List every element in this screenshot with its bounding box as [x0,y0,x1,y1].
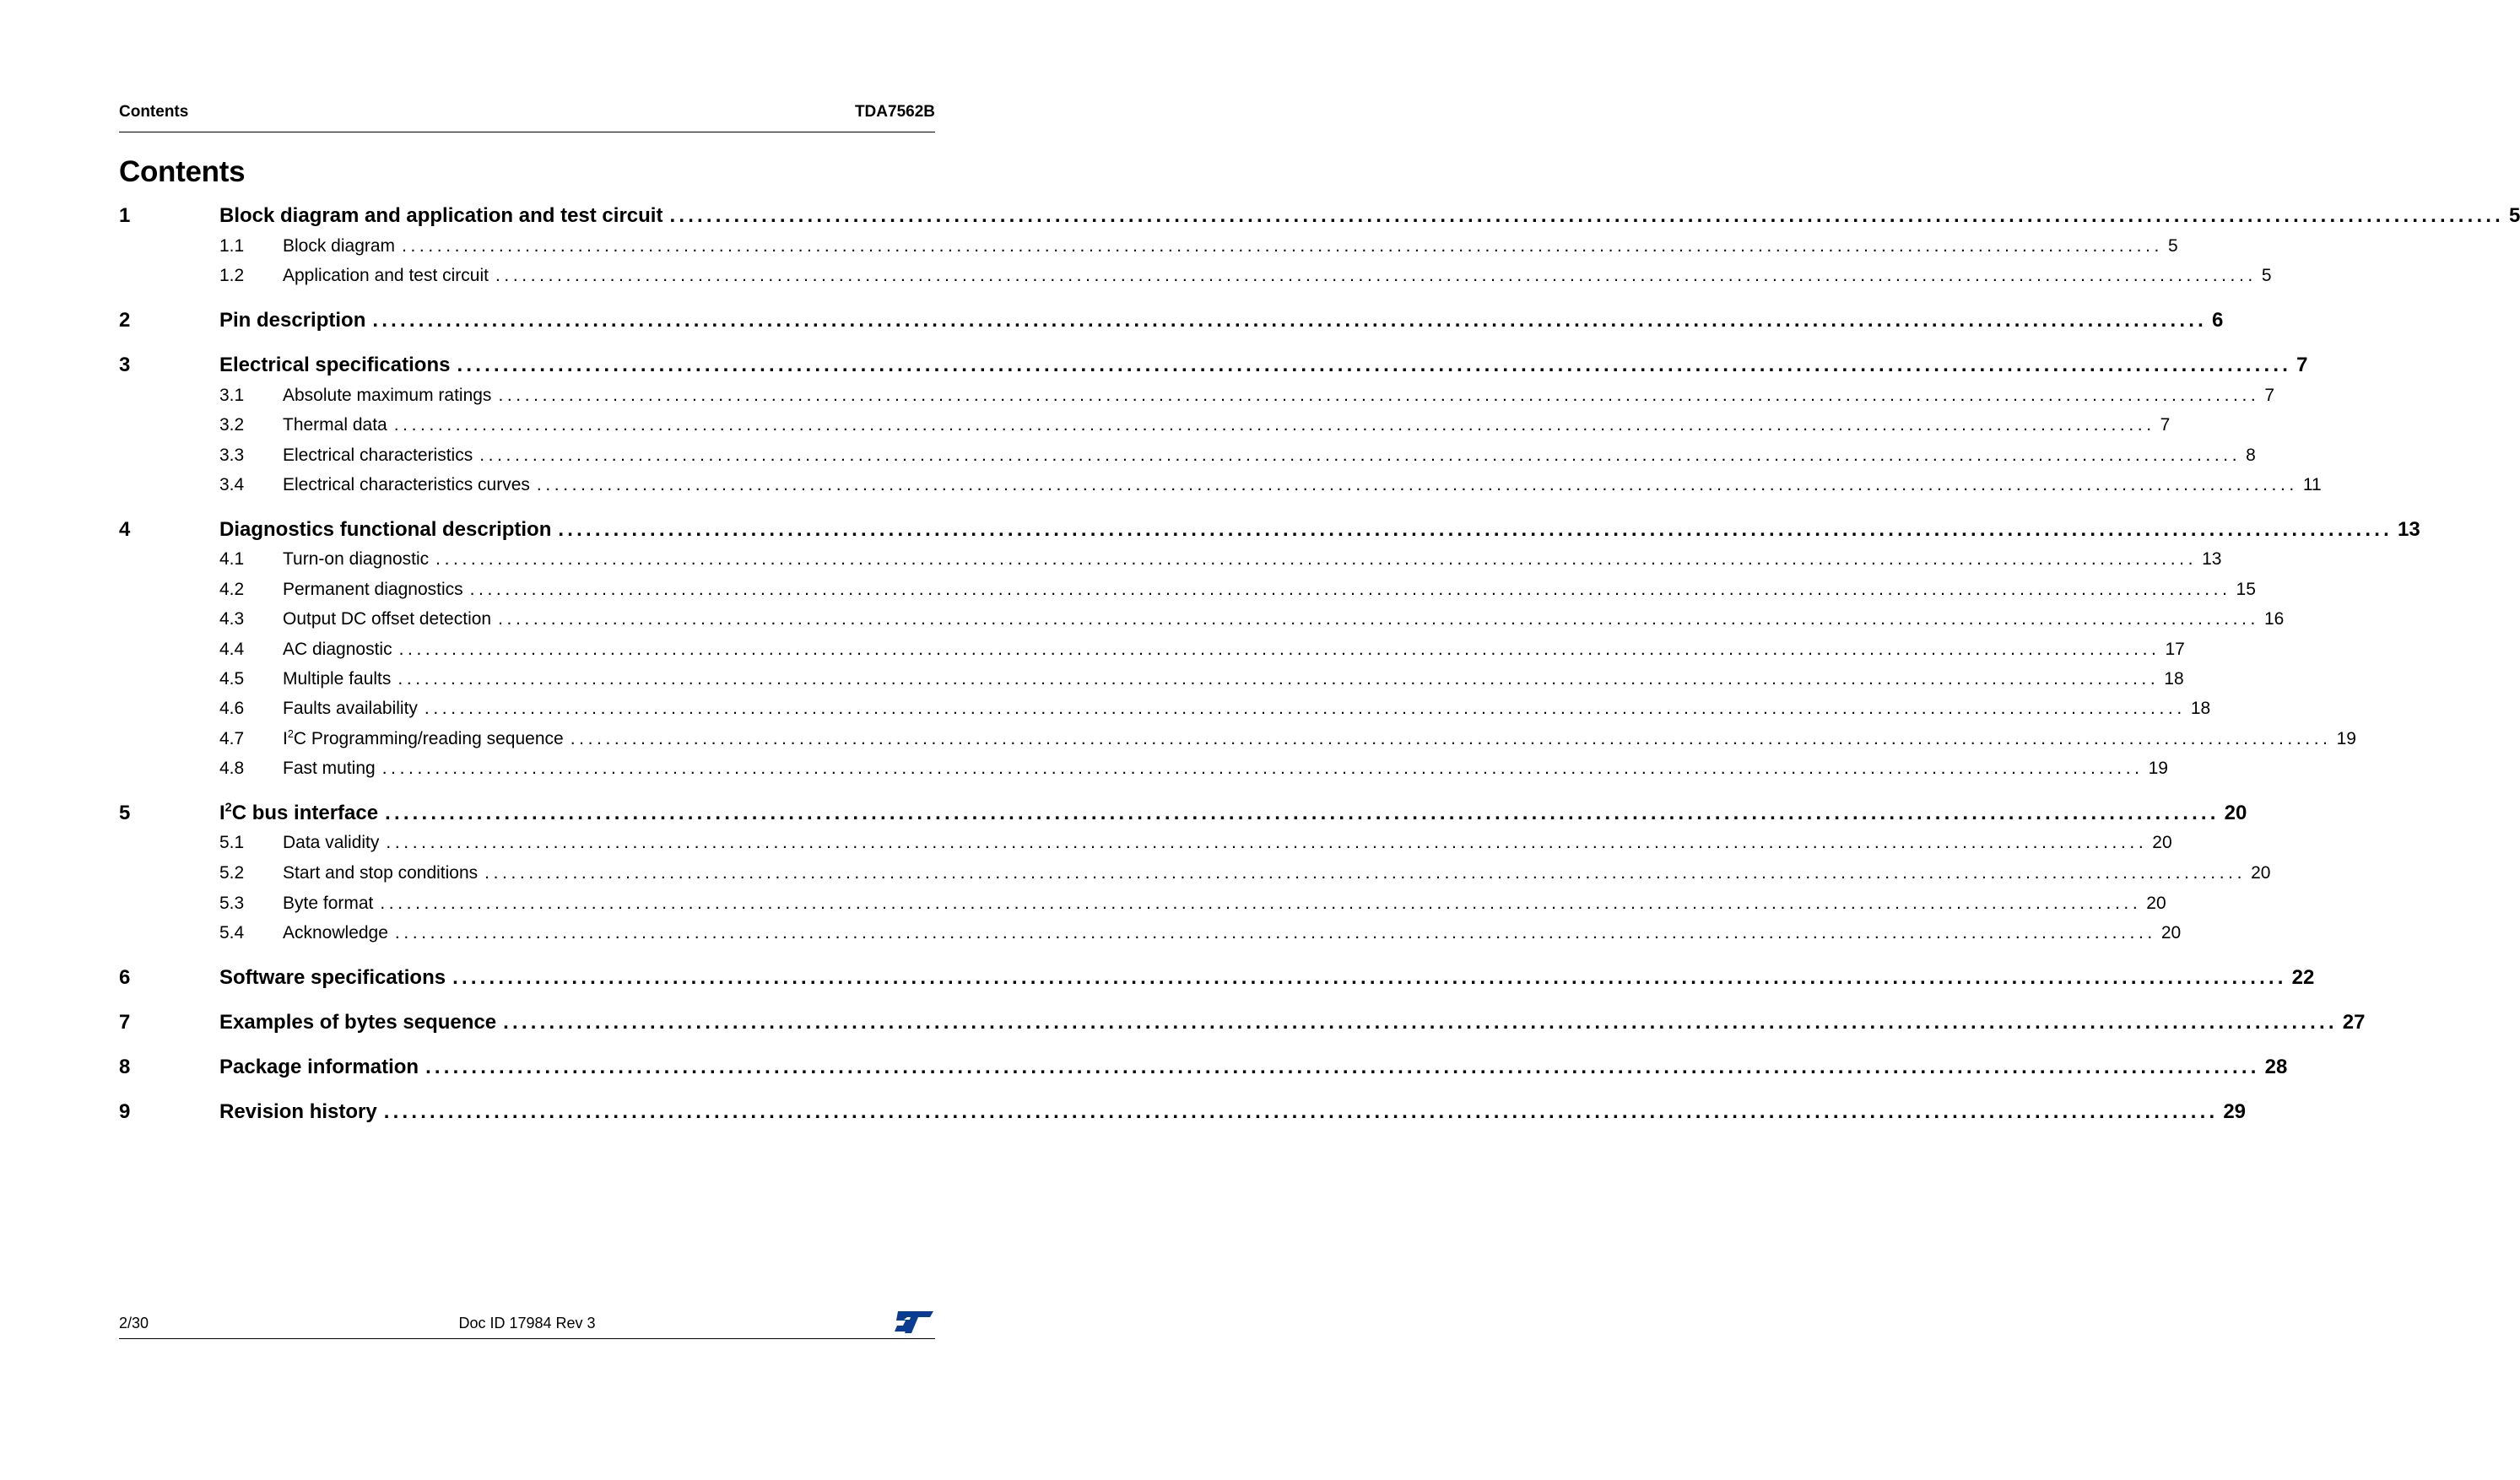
toc-section-entry[interactable] [119,609,2285,629]
toc-entry-number: 5.2 [219,863,245,883]
toc-chapter-entry[interactable] [119,204,2520,228]
toc-entry-page-number: 5 [2167,236,2178,256]
toc-entry-page-number: 6 [2211,309,2224,332]
toc-section-entry[interactable] [119,386,2275,406]
footer-doc-id: Doc ID 17984 Rev 3 [458,1315,596,1331]
toc-dot-leader: ........................................................................................................................................................................................................ [394,923,2156,943]
toc-dot-leader: ........................................................................................................................................................................................................ [498,609,2259,629]
toc-section-entry[interactable] [119,727,2356,749]
toc-section-entry[interactable] [119,894,2166,914]
toc-entry-number: 4.6 [219,699,245,718]
toc-entry-page-number: 16 [2264,609,2285,629]
toc-entry-page-number: 20 [2224,802,2247,824]
toc-dot-leader: ........................................................................................................................................................................................................ [457,354,2292,376]
toc-entry-number: 4.7 [219,729,245,748]
page-footer [119,1310,935,1339]
toc-entry-title-text: Pin description [219,309,366,332]
toc-entry-page-number: 5 [2261,266,2272,285]
toc-entry-title [283,580,470,600]
toc-entry-title-text: Permanent diagnostics [283,580,463,599]
toc-entry-page-number: 5 [2509,204,2520,227]
toc-entry-title-text: I [219,802,225,824]
toc-entry-title [283,475,537,495]
toc-dot-leader: ........................................................................................................................................................................................................ [536,475,2298,494]
st-logo-icon [893,1310,935,1335]
toc-entry-page-number: 28 [2264,1056,2288,1078]
toc-section-entry[interactable] [119,669,2184,689]
toc-entry-title [283,833,386,853]
toc-entry-title [219,204,669,228]
toc-dot-leader: ........................................................................................................................................................................................................ [495,266,2257,285]
toc-entry-title [283,729,571,749]
toc-section-entry[interactable] [119,446,2256,466]
toc-entry-title-rest: C bus interface [231,802,379,824]
toc-entry-number: 6 [119,966,131,989]
toc-entry-number: 3 [119,354,131,376]
toc-entry-title [283,446,479,466]
footer-page-number: 2/30 [119,1315,149,1331]
toc-section-entry[interactable] [119,415,2171,435]
toc-entry-title-text: Examples of bytes sequence [219,1011,497,1034]
toc-chapter-entry[interactable] [119,354,2308,377]
toc-entry-number: 5 [119,802,131,824]
toc-entry-number: 3.4 [219,475,245,494]
toc-entry-number: 7 [119,1011,131,1034]
toc-entry-page-number: 7 [2296,354,2308,376]
toc-section-entry[interactable] [119,266,2272,286]
toc-entry-page-number: 15 [2236,580,2256,599]
toc-dot-leader: ........................................................................................................................................................................................................ [402,236,2163,256]
toc-entry-number: 8 [119,1056,131,1078]
toc-entry-title-rest: C Programming/reading sequence [293,729,564,748]
toc-entry-number: 1 [119,204,131,227]
toc-entry-number: 2 [119,309,131,332]
toc-entry-title-text: Block diagram [283,236,396,256]
toc-entry-title [219,354,457,377]
toc-entry-title-text: Fast muting [283,759,376,778]
toc-entry-title [283,640,399,660]
toc-entry-title-text: Acknowledge [283,923,388,943]
toc-entry-title [283,669,397,689]
toc-entry-title-text: Multiple faults [283,669,392,689]
toc-dot-leader: ........................................................................................................................................................................................................ [372,309,2207,332]
page-title: Contents [119,155,246,188]
toc-section-entry[interactable] [119,759,2168,779]
toc-entry-title [283,759,382,779]
toc-dot-leader: ........................................................................................................................................................................................................ [469,580,2231,599]
toc-dot-leader: ........................................................................................................................................................................................................ [386,833,2148,852]
toc-dot-leader: ........................................................................................................................................................................................................ [383,1100,2219,1123]
toc-entry-title [219,309,372,332]
toc-chapter-entry[interactable] [119,966,2315,990]
toc-chapter-entry[interactable] [119,309,2224,332]
toc-entry-number: 3.1 [219,386,245,405]
toc-dot-leader: ........................................................................................................................................................................................................ [558,518,2393,541]
toc-chapter-entry[interactable] [119,1011,2366,1034]
toc-entry-title [283,863,484,883]
toc-dot-leader: ........................................................................................................................................................................................................ [669,204,2505,227]
toc-dot-leader: ........................................................................................................................................................................................................ [397,669,2160,689]
toc-entry-number: 4.1 [219,549,245,569]
toc-section-entry[interactable] [119,699,2211,719]
toc-entry-title-superscript: 2 [287,727,294,740]
toc-entry-title [283,609,498,629]
toc-entry-number: 4.4 [219,640,245,659]
toc-dot-leader: ........................................................................................................................................................................................................ [498,386,2260,405]
toc-entry-number: 3.3 [219,446,245,465]
toc-entry-title-text: Thermal data [283,415,387,435]
toc-entry-number: 4.2 [219,580,245,599]
toc-entry-number: 3.2 [219,415,245,435]
toc-entry-page-number: 20 [2160,923,2182,943]
toc-entry-title [219,966,452,990]
toc-entry-title-text: Application and test circuit [283,266,489,285]
toc-entry-page-number: 22 [2291,966,2315,989]
toc-entry-page-number: 20 [2152,833,2172,852]
toc-entry-title [283,415,394,435]
toc-entry-title-text: Start and stop conditions [283,863,479,883]
toc-chapter-entry[interactable] [119,1100,2247,1124]
toc-entry-title [283,266,495,286]
toc-entry-number: 1.2 [219,266,245,285]
toc-section-entry[interactable] [119,833,2172,853]
toc-entry-title [219,1011,503,1034]
toc-entry-title-text: Revision history [219,1100,377,1123]
toc-entry-page-number: 18 [2190,699,2211,718]
toc-chapter-entry[interactable] [119,518,2420,542]
toc-entry-title-text: Electrical characteristics [283,446,473,465]
toc-entry-title [283,699,425,719]
toc-entry-number: 1.1 [219,236,245,256]
toc-entry-title-text: Diagnostics functional description [219,518,552,541]
toc-chapter-entry[interactable] [119,801,2247,825]
toc-entry-page-number: 19 [2336,729,2356,748]
toc-entry-page-number: 18 [2164,669,2184,689]
toc-section-entry[interactable] [119,475,2322,495]
toc-dot-leader: ........................................................................................................................................................................................................ [385,802,2220,824]
toc-entry-page-number: 27 [2342,1011,2366,1034]
toc-entry-title [219,802,385,825]
toc-entry-number: 5.4 [219,923,245,943]
toc-entry-title [283,923,395,943]
toc-dot-leader: ........................................................................................................................................................................................................ [570,729,2332,748]
toc-entry-title [219,518,558,542]
toc-dot-leader: ........................................................................................................................................................................................................ [424,699,2186,718]
toc-entry-title [283,236,402,257]
toc-entry-title-text: Electrical characteristics curves [283,475,530,494]
toc-entry-page-number: 20 [2251,863,2271,883]
toc-entry-title-text: Absolute maximum ratings [283,386,492,405]
toc-section-entry[interactable] [119,236,2178,257]
toc-entry-title [219,1100,384,1124]
toc-entry-title-text: AC diagnostic [283,640,392,659]
toc-entry-number: 4 [119,518,131,541]
toc-dot-leader: ........................................................................................................................................................................................................ [435,549,2198,569]
toc-entry-number: 9 [119,1100,131,1123]
toc-entry-page-number: 8 [2246,446,2256,465]
toc-entry-number: 5.3 [219,894,245,913]
toc-entry-title [283,894,380,914]
toc-dot-leader: ........................................................................................................................................................................................................ [484,863,2247,883]
toc-entry-title-text: Software specifications [219,966,446,989]
toc-entry-title-text: Electrical specifications [219,354,451,376]
toc-entry-page-number: 11 [2302,475,2322,494]
page-header [119,101,935,132]
toc-entry-title-text: Data validity [283,833,380,852]
toc-entry-title-text: Output DC offset detection [283,609,492,629]
toc-dot-leader: ........................................................................................................................................................................................................ [393,415,2155,435]
toc-entry-number: 5.1 [219,833,245,852]
toc-entry-title-text: I [283,729,288,748]
toc-entry-title-superscript: 2 [224,801,232,815]
toc-section-entry[interactable] [119,923,2182,943]
toc-entry-number: 4.5 [219,669,245,689]
toc-entry-number: 4.8 [219,759,245,778]
toc-entry-number: 4.3 [219,609,245,629]
header-section-label: Contents [119,103,189,121]
toc-section-entry[interactable] [119,580,2256,600]
toc-entry-title-text: Block diagram and application and test circuit [219,204,663,227]
toc-entry-title-text: Package information [219,1056,419,1078]
toc-entry-page-number: 7 [2160,415,2171,435]
toc-entry-page-number: 13 [2397,518,2420,541]
toc-dot-leader: ........................................................................................................................................................................................................ [503,1011,2338,1034]
toc-entry-title [283,549,435,570]
toc-dot-leader: ........................................................................................................................................................................................................ [398,640,2160,659]
toc-section-entry[interactable] [119,640,2185,660]
toc-entry-title [219,1056,425,1079]
toc-dot-leader: ........................................................................................................................................................................................................ [452,966,2287,989]
toc-entry-page-number: 17 [2165,640,2185,659]
toc-dot-leader: ........................................................................................................................................................................................................ [479,446,2242,465]
toc-entry-page-number: 19 [2148,759,2168,778]
toc-section-entry[interactable] [119,863,2271,883]
toc-section-entry[interactable] [119,549,2222,570]
toc-entry-page-number: 29 [2223,1100,2247,1123]
toc-dot-leader: ........................................................................................................................................................................................................ [425,1056,2260,1078]
toc-entry-title-text: Turn-on diagnostic [283,549,430,569]
toc-entry-title-text: Faults availability [283,699,418,718]
header-product-name: TDA7562B [854,103,935,121]
toc-entry-page-number: 13 [2202,549,2222,569]
toc-entry-title [283,386,498,406]
toc-entry-page-number: 7 [2264,386,2275,405]
toc-dot-leader: ........................................................................................................................................................................................................ [380,894,2142,913]
toc-entry-title-text: Byte format [283,894,374,913]
toc-dot-leader: ........................................................................................................................................................................................................ [381,759,2144,778]
toc-chapter-entry[interactable] [119,1056,2288,1079]
toc-entry-page-number: 20 [2146,894,2166,913]
